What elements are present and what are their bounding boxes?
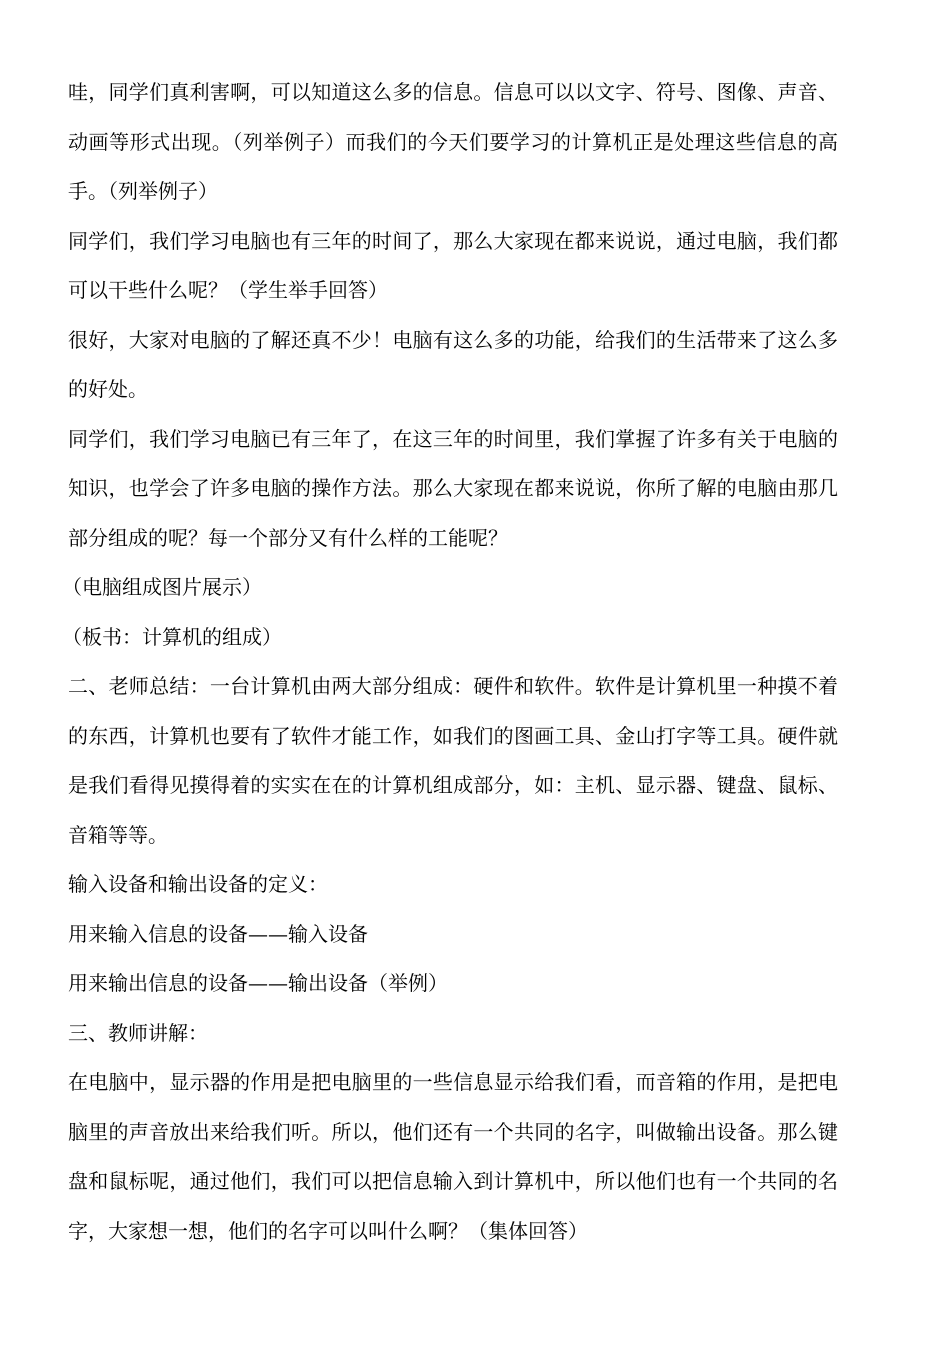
paragraph-input-device-definition: 用来输入信息的设备——输入设备 [68, 921, 368, 946]
paragraph-teacher-explanation: 在电脑中，显示器的作用是把电脑里的一些信息显示给我们看，而音箱的作用，是把电脑里的声音放出来给我们听。所以，他们还有一个共同的名字，叫做输出设备。那么键盘和鼠标呢，通过他们，我们可以把信息输入到计算机中，所以他们也有一个共同的名字，大家想一想，他们的名字可以叫什么啊？（集体回答） [68, 1070, 838, 1243]
paragraph-blackboard-note: （板书：计算机的组成） [62, 624, 282, 649]
paragraph-teacher-explanation-heading: 三、教师讲解： [68, 1020, 208, 1045]
paragraph-teacher-summary: 二、老师总结：一台计算机由两大部分组成：硬件和软件。软件是计算机里一种摸不着的东西，计算机也要有了软件才能工作，如我们的图画工具、金山打字等工具。硬件就是我们看得见摸得着的实实在在的计算机组成部分，如：主机、显示器、键盘、鼠标、音箱等等。 [68, 674, 838, 847]
paragraph-what-can-computer-do: 同学们，我们学习电脑也有三年的时间了，那么大家现在都来说说，通过电脑，我们都可以干些什么呢？（学生举手回答） [68, 228, 838, 302]
paragraph-computer-components-question: 同学们，我们学习电脑已有三年了，在这三年的时间里，我们掌握了许多有关于电脑的知识，也学会了许多电脑的操作方法。那么大家现在都来说说，你所了解的电脑由那几部分组成的呢？每一个部分又有什么样的工能呢？ [68, 426, 838, 550]
document-body [62, 68, 838, 1256]
paragraph-computer-benefits: 很好，大家对电脑的了解还真不少！电脑有这么多的功能，给我们的生活带来了这么多的好处。 [68, 327, 838, 401]
paragraph-picture-display-note: （电脑组成图片展示） [62, 575, 262, 599]
paragraph-intro-information: 哇，同学们真利害啊，可以知道这么多的信息。信息可以以文字、符号、图像、声音、动画等形式出现。（列举例子）而我们的今天们要学习的计算机正是处理这些信息的高手。（列举例子） [68, 80, 838, 203]
paragraph-output-device-definition: 用来输出信息的设备——输出设备（举例） [68, 971, 448, 995]
paragraph-device-definition-heading: 输入设备和输出设备的定义： [68, 872, 328, 896]
